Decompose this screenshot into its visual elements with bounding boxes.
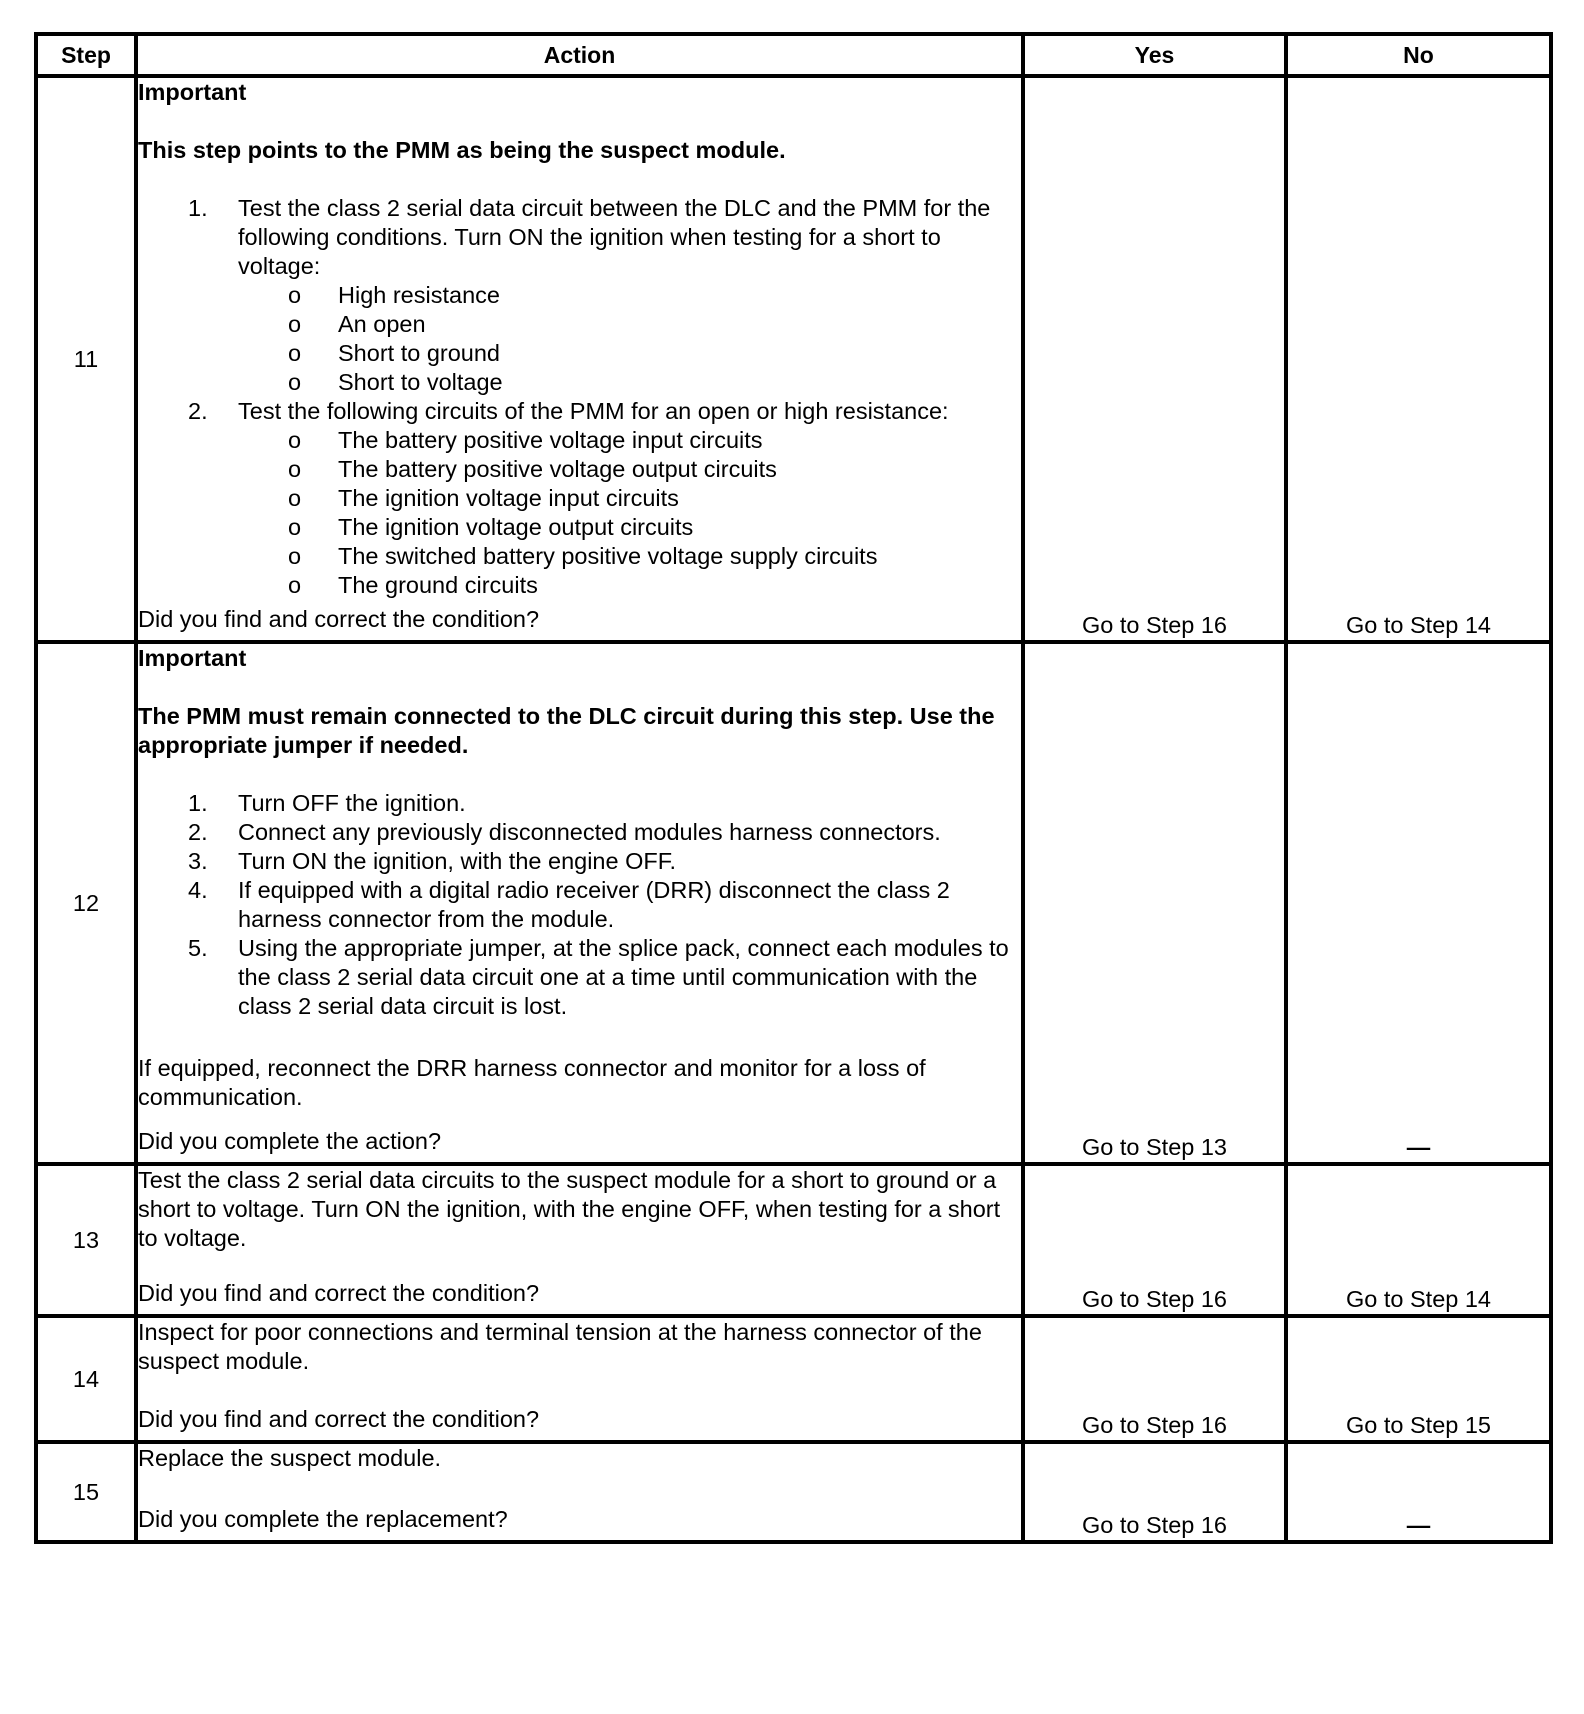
step-number: 15	[36, 1442, 136, 1542]
header-row	[36, 34, 1551, 76]
header-action: Action	[136, 34, 1023, 76]
sub-list-item: o The battery positive voltage input circuits	[288, 427, 763, 453]
list-item: 1. Test the class 2 serial data circuit between the DLC and the PMM for the following conditions. Turn ON the ignition when testing for a short to voltage: o High resistance o An open o Short to ground o Short to voltage	[138, 194, 1021, 397]
no-result: Go to Step 15	[1286, 1316, 1551, 1442]
yes-result: Go to Step 16	[1023, 1316, 1286, 1442]
sub-list-item: o High resistance	[288, 282, 500, 308]
sub-list	[238, 426, 1021, 600]
question-text: Did you find and correct the condition?	[138, 606, 540, 632]
sub-list-item: o The ignition voltage input circuits	[288, 485, 679, 511]
important-label: Important	[138, 79, 247, 105]
yes-result: Go to Step 16	[1023, 1442, 1286, 1542]
important-note: The PMM must remain connected to the DLC circuit during this step. Use the appropriate jumper if needed.	[138, 703, 995, 758]
sub-list-item: o An open	[288, 311, 426, 337]
step-number: 12	[36, 642, 136, 1164]
sub-list-item: o Short to voltage	[288, 369, 503, 395]
action-cell	[136, 1442, 1023, 1542]
step-number: 11	[36, 76, 136, 642]
action-cell	[136, 1316, 1023, 1442]
action-cell	[136, 1164, 1023, 1316]
sub-list	[238, 281, 1021, 397]
no-result: —	[1286, 642, 1551, 1164]
action-text: Test the class 2 serial data circuits to the suspect module for a short to ground or a short to voltage. Turn ON the ignition, with the engine OFF, when testing for a short to voltage.	[138, 1167, 1001, 1251]
list-item: 3. Turn ON the ignition, with the engine OFF.	[188, 848, 677, 874]
header-yes: Yes	[1023, 34, 1286, 76]
sub-list-item: o The ignition voltage output circuits	[288, 514, 694, 540]
list-item: 4. If equipped with a digital radio receiver (DRR) disconnect the class 2 harness connector from the module.	[188, 877, 950, 932]
action-text: Inspect for poor connections and terminal tension at the harness connector of the suspect module.	[138, 1319, 982, 1374]
important-note: This step points to the PMM as being the suspect module.	[138, 137, 786, 163]
important-label: Important	[138, 645, 247, 671]
table-row	[36, 1164, 1551, 1316]
action-cell	[136, 76, 1023, 642]
question-text: Did you find and correct the condition?	[138, 1406, 540, 1432]
no-result: Go to Step 14	[1286, 76, 1551, 642]
action-cell	[136, 642, 1023, 1164]
sub-list-item: o The switched battery positive voltage supply circuits	[288, 543, 878, 569]
sub-list-item: o The battery positive voltage output circuits	[288, 456, 777, 482]
question-text: Did you find and correct the condition?	[138, 1280, 540, 1306]
header-step: Step	[36, 34, 136, 76]
sub-list-item: o The ground circuits	[288, 572, 538, 598]
question-text: Did you complete the replacement?	[138, 1506, 508, 1532]
step-number: 14	[36, 1316, 136, 1442]
diagnostic-steps-table	[34, 32, 1553, 1544]
header-no: No	[1286, 34, 1551, 76]
yes-result: Go to Step 16	[1023, 76, 1286, 642]
sub-list-item: o Short to ground	[288, 340, 500, 366]
action-text: Replace the suspect module.	[138, 1445, 442, 1471]
list-item: 2. Connect any previously disconnected modules harness connectors.	[188, 819, 941, 845]
list-item: 1. Turn OFF the ignition.	[188, 790, 466, 816]
procedure-list	[138, 194, 1021, 600]
table-row	[36, 1442, 1551, 1542]
yes-result: Go to Step 16	[1023, 1164, 1286, 1316]
question-text: Did you complete the action?	[138, 1128, 442, 1154]
extra-instruction: If equipped, reconnect the DRR harness connector and monitor for a loss of communication.	[138, 1055, 926, 1110]
no-result: —	[1286, 1442, 1551, 1542]
list-item: 5. Using the appropriate jumper, at the splice pack, connect each modules to the class 2 serial data circuit one at a time until communication with the class 2 serial data circuit is lost.	[188, 935, 1009, 1019]
yes-result: Go to Step 13	[1023, 642, 1286, 1164]
table-row	[36, 1316, 1551, 1442]
no-result: Go to Step 14	[1286, 1164, 1551, 1316]
table-row	[36, 642, 1551, 1164]
step-number: 13	[36, 1164, 136, 1316]
table-row	[36, 76, 1551, 642]
list-item: 2. Test the following circuits of the PMM for an open or high resistance: o The battery positive voltage input circuits o The battery positive voltage output circuits o The ignition voltage input circuits o The ignition voltage output circuits o The switched battery positive voltage supply circuits o The ground circuits	[138, 397, 1021, 600]
procedure-list	[138, 789, 1021, 1021]
